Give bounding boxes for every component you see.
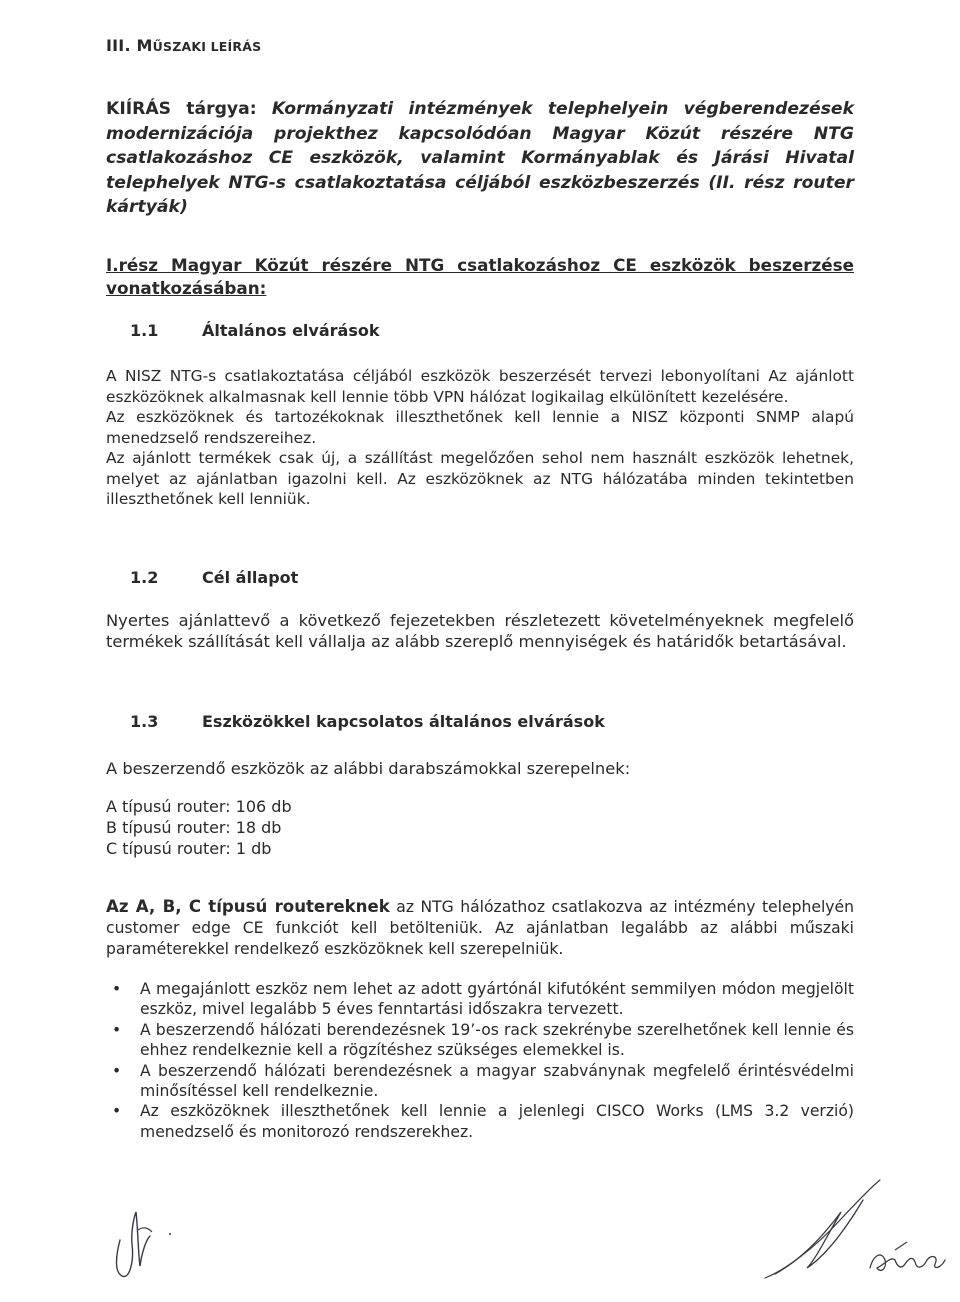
list-item-text: A beszerzendő hálózati berendezésnek a magyar szabványnak megfelelő érintésvédelmi minősítéssel kell rendelkeznie. [140,1061,854,1101]
subsection-1-1-body [106,366,854,510]
section-roman: III. [106,36,131,55]
signature-right-icon [745,1160,960,1290]
subsection-1-2-body: Nyertes ajánlattevő a következő fejezetekben részletezett követelményeknek megfelelő termékek szállítását kell vállalja az alább szereplő mennyiségek és határidők betartásával. [106,611,854,652]
section-heading [106,36,261,55]
subsection-heading-1-3 [130,712,605,731]
router-quantity-item: B típusú router: 18 db [106,817,282,837]
list-item [106,1061,854,1102]
list-item-text: A beszerzendő hálózati berendezésnek 19’-os rack szekrénybe szerelhetőnek kell lennie és ehhez rendelkeznie kell a rögzítéshez szükséges elemekkel is. [140,1020,854,1060]
tender-subject [106,97,854,220]
requirements-list [106,979,854,1142]
paragraph: Az ajánlott termékek csak új, a szállítást megelőzően sehol nem használt eszközök lehetnek, melyet az ajánlatban igazolni kell. Az eszközöknek az NTG hálózatába minden tekintetben illeszthetőnek kell lenniük. [106,449,854,508]
bullet-icon: • [112,1061,122,1080]
list-item-text: A megajánlott eszköz nem lehet az adott gyártónál kifutóként semmilyen módon megjelölt eszköz, mivel legalább 5 éves fenntartási időszakra tervezett. [140,980,854,1019]
list-item [106,979,854,1020]
list-item [106,1101,854,1142]
paragraph: A NISZ NTG-s csatlakoztatása céljából eszközök beszerzését tervezi lebonyolítani Az ajánlott eszközöknek alkalmasnak kell lennie több VPN hálózat logikailag elkülönített kezelésére. [106,367,854,406]
router-quantity-item: A típusú router: 106 db [106,797,292,816]
bullet-icon: • [112,1102,122,1121]
part-title: I.rész Magyar Közút részére NTG csatlakozáshoz CE eszközök beszerzése vonatkozásában: [106,255,854,298]
subsection-heading-1-1 [130,321,379,340]
router-requirements-paragraph [106,896,854,960]
bullet-icon: • [112,1020,122,1039]
tender-subject-label: KIÍRÁS tárgya: [106,99,257,119]
subsection-number: 1.2 [130,568,159,587]
list-item-text: Az eszközöknek illeszthetőnek kell lennie a jelenlegi CISCO Works (LMS 3.2 verzió) menedzselő és monitorozó rendszerekhez. [140,1102,854,1141]
router-quantity-item: C típusú router: 1 db [106,838,272,858]
subsection-heading-1-2 [130,568,298,587]
subsection-number: 1.1 [130,321,159,340]
subsection-title: Cél állapot [202,568,299,587]
bullet-icon: • [112,980,122,998]
tender-subject-text: Kormányzati intézmények telephelyein végberendezések modernizációja projekthez kapcsolódóan Magyar Közút részére NTG csatlakozáshoz CE eszközök, valamint Kormányablak és Járási Hivatal telephelyek NTG-s csatlakoztatása céljából eszközbeszerzés (II. rész router kártyák) [106,99,855,218]
list-item [106,1020,854,1061]
section-title-rest: ŰSZAKI LEÍRÁS [152,39,262,54]
router-quantity-list [106,797,292,859]
subsection-title: Eszközökkel kapcsolatos általános elvárások [202,712,605,731]
section-title-initial: M [136,36,153,55]
subsection-number: 1.3 [130,712,159,731]
paragraph: Az eszközöknek és tartozékoknak illeszthetőnek kell lennie a NISZ központi SNMP alapú menedzselő rendszereihez. [106,408,854,447]
signature-left-icon [100,1200,190,1285]
router-types-emphasis: Az A, B, C típusú routereknek [106,897,390,916]
router-requirements-text: az NTG hálózathoz csatlakozva az intézmény telephelyén customer edge CE funkciót kell betölteniük. Az ajánlatban legalább az alábbi műszaki paraméterekkel rendelkező eszközöknek kell szerepelniük. [106,898,854,958]
subsection-title: Általános elvárások [202,321,380,340]
subsection-1-3-intro: A beszerzendő eszközök az alábbi darabszámokkal szerepelnek: [106,759,631,778]
